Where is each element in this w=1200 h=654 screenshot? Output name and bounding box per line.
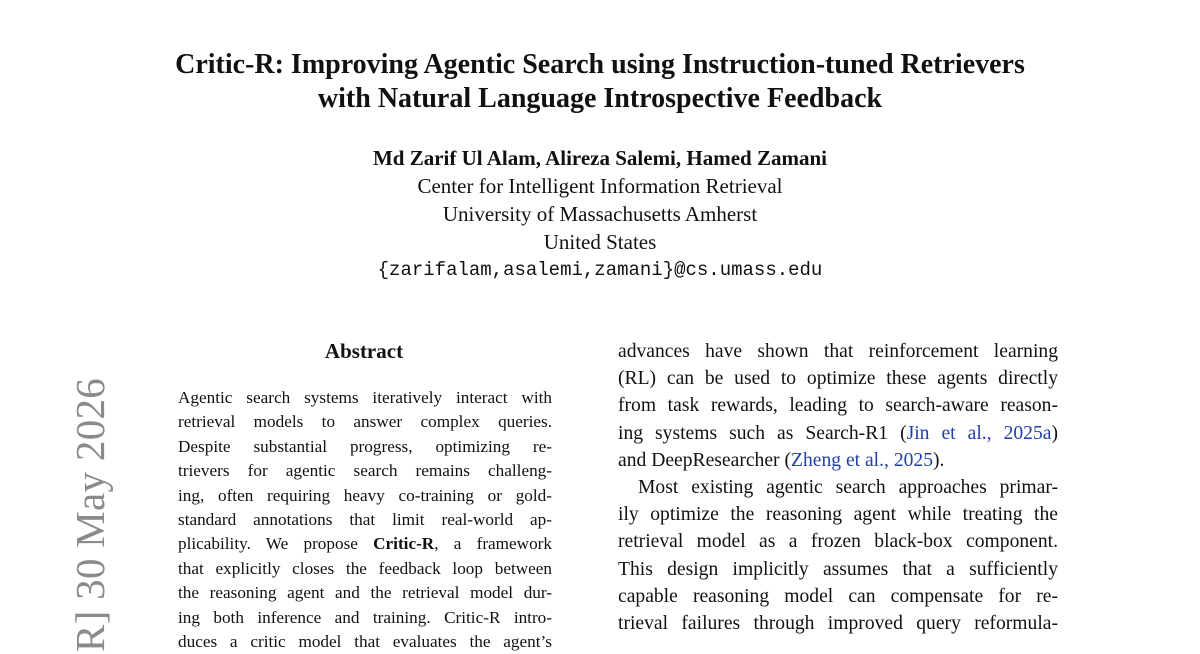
intro-text: ily optimize the reasoning agent while treating the [618, 504, 1058, 526]
affiliation-line-3: United States [543, 230, 657, 254]
abstract-text: Agentic search systems iteratively interact with [178, 388, 552, 407]
abstract-heading: Abstract [324, 339, 404, 363]
intro-line [618, 556, 1058, 583]
abstract-line [178, 410, 552, 434]
intro-line [618, 474, 1058, 501]
author-block [0, 144, 1200, 284]
abstract-text: standard annotations that limit real-world ap- [178, 510, 552, 530]
abstract-line [178, 606, 552, 630]
abstract-text: ing, often requiring heavy co-training or gold- [178, 485, 552, 505]
abstract-line [178, 557, 552, 581]
abstract-text: , a framework [434, 534, 552, 554]
abstract-line [178, 484, 552, 508]
abstract-line [178, 630, 552, 654]
abstract-text: trievers for agentic search remains challeng- [178, 461, 552, 481]
intro-text: This design implicitly assumes that a sufficiently [618, 558, 1058, 580]
abstract-text: ing both inference and training. Critic-R intro- [178, 607, 552, 627]
abstract-line [178, 386, 552, 410]
method-name: Critic-R [373, 534, 435, 554]
abstract-text: the reasoning agent and the retrieval model dur- [178, 583, 552, 603]
title-line-2: with Natural Language Introspective Feedback [317, 83, 883, 114]
intro-text: ) [1051, 422, 1058, 444]
intro-line [618, 420, 1058, 447]
arxiv-stamp-text: R] 30 May 2026 [67, 377, 113, 652]
abstract-line [178, 459, 552, 483]
abstract-text: duces a critic model that evaluates the agent’s [178, 632, 552, 652]
intro-text: trieval failures through improved query reformula- [618, 613, 1058, 635]
affiliation-line-1: Center for Intelligent Information Retrieval [417, 174, 783, 198]
intro-text: Most existing agentic search approaches primar- [638, 477, 1058, 499]
intro-line [618, 610, 1058, 637]
arxiv-sidebar-stamp [28, 370, 113, 652]
author-names: Md Zarif Ul Alam, Alireza Salemi, Hamed Zamani [372, 146, 827, 170]
title-line-1: Critic-R: Improving Agentic Search using Instruction-tuned Retrievers [175, 49, 1025, 80]
abstract-body [178, 386, 552, 654]
paper-title [0, 48, 1200, 116]
abstract-line [178, 532, 552, 556]
citation-link-zheng-2025[interactable]: Zheng et al., 2025 [790, 449, 934, 471]
intro-text: ing systems such as Search-R1 ( [618, 422, 907, 444]
citation-link-jin-2025a[interactable]: Jin et al., 2025a [906, 422, 1052, 444]
affiliation-line-2: University of Massachusetts Amherst [442, 202, 758, 226]
abstract-line [178, 435, 552, 459]
intro-text: capable reasoning model can compensate for re- [618, 585, 1058, 607]
intro-text: advances have shown that reinforcement learning [618, 341, 1058, 362]
intro-text: ). [933, 449, 945, 471]
abstract-text: Despite substantial progress, optimizing re- [178, 436, 552, 456]
intro-text: retrieval model as a frozen black-box component. [618, 531, 1058, 553]
abstract-line [178, 508, 552, 532]
intro-text: and DeepResearcher ( [618, 449, 791, 471]
abstract-text: that explicitly closes the feedback loop between [178, 558, 552, 578]
abstract-text: retrieval models to answer complex queries. [178, 412, 552, 432]
abstract-line [178, 581, 552, 605]
introduction-column [618, 338, 1058, 637]
intro-line [618, 501, 1058, 528]
abstract-text: plicability. We propose [178, 534, 374, 554]
intro-line [618, 392, 1058, 419]
intro-text: (RL) can be used to optimize these agents directly [618, 368, 1058, 390]
intro-line [618, 528, 1058, 555]
author-email[interactable]: {zarifalam,asalemi,zamani}@cs.umass.edu [377, 259, 823, 281]
intro-line [618, 447, 1058, 474]
intro-line [618, 338, 1058, 365]
intro-line [618, 365, 1058, 392]
intro-line [618, 583, 1058, 610]
intro-text: from task rewards, leading to search-aware reason- [618, 395, 1058, 417]
